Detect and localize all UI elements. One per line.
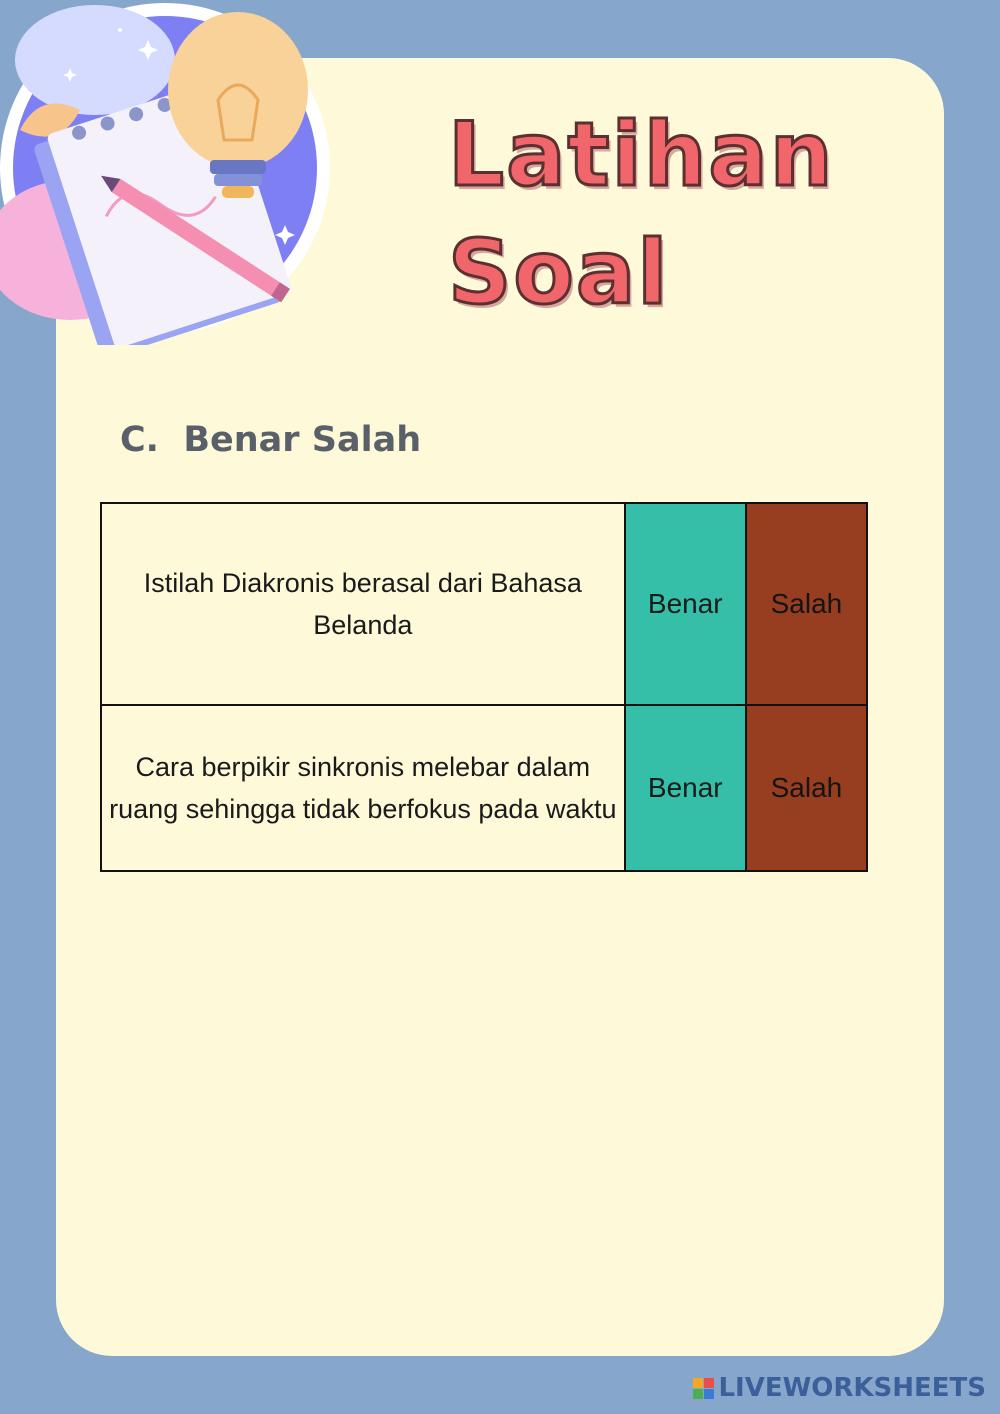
title-line-1: Latihan	[448, 103, 835, 206]
liveworksheets-brand[interactable]	[693, 1373, 986, 1403]
table-row	[101, 503, 867, 705]
salah-button[interactable]: Salah	[746, 503, 867, 705]
question-statement: Istilah Diakronis berasal dari Bahasa Belanda	[101, 503, 625, 705]
salah-button[interactable]: Salah	[746, 705, 867, 871]
notebook-lightbulb-icon	[0, 0, 340, 345]
liveworksheets-logo-icon	[693, 1378, 714, 1399]
benar-button[interactable]: Benar	[625, 705, 746, 871]
section-title: C. Benar Salah	[120, 420, 422, 460]
benar-button[interactable]: Benar	[625, 503, 746, 705]
table-row	[101, 705, 867, 871]
question-statement: Cara berpikir sinkronis melebar dalam ruang sehingga tidak berfokus pada waktu	[101, 705, 625, 871]
title-line-2: Soal	[448, 221, 670, 324]
brand-name: LIVEWORKSHEETS	[718, 1373, 986, 1403]
true-false-table	[100, 502, 868, 872]
worksheet-title	[448, 96, 834, 332]
